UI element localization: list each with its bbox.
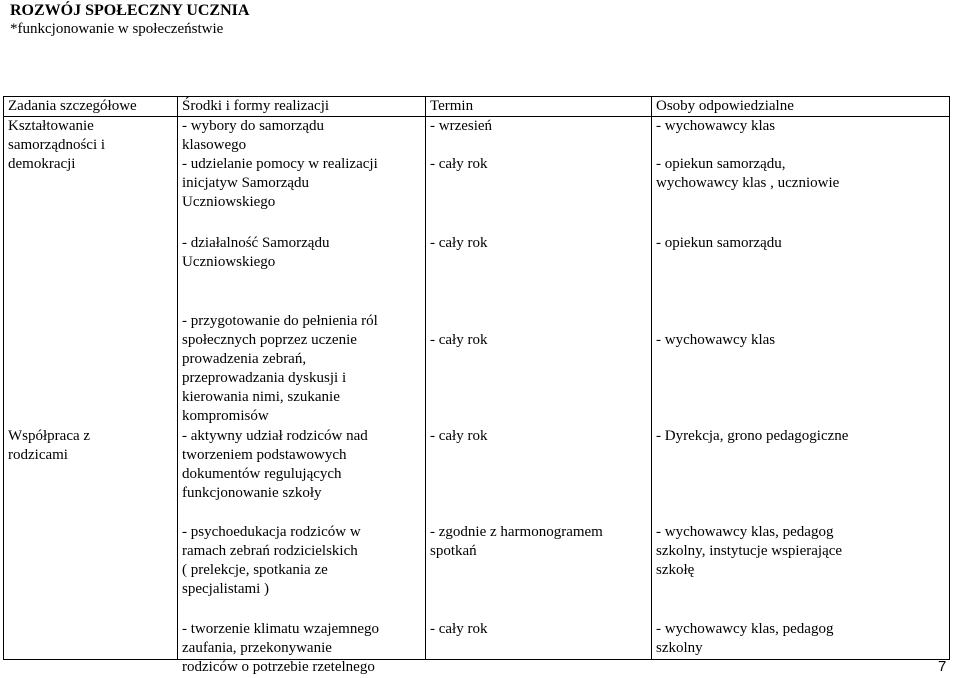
text-line: - opiekun samorządu, [656,156,786,172]
text-line: Uczniowskiego [182,194,276,210]
page-number: 7 [938,658,947,675]
text-line: Uczniowskiego [182,254,276,270]
list-item [182,620,379,677]
text-line: dokumentów regulujących [182,466,342,482]
text-line: samorządności i [8,137,106,153]
header-responsible: Osoby odpowiedzialne [652,97,950,117]
list-item [656,523,842,580]
text-line: - wrzesień [430,118,493,134]
text-line: szkołę [656,562,695,578]
header-tasks: Zadania szczegółowe [4,97,178,117]
header-term: Termin [426,97,652,117]
list-item [182,427,368,503]
list-item [656,620,833,658]
text-line: kierowania nimi, szukanie [182,389,340,405]
text-line: - cały rok [430,235,488,251]
text-line: szkolny, instytucje wspierające [656,543,843,559]
text-line: - wychowawcy klas, pedagog [656,524,834,540]
list-item [430,331,487,350]
text-line: - tworzenie klimatu wzajemnego [182,621,380,637]
list-item [656,427,848,446]
list-item [430,523,603,561]
text-line: Kształtowanie [8,118,94,134]
text-line: ( prelekcje, spotkania ze [182,562,328,578]
tasks-column [4,117,178,660]
list-item [656,117,775,136]
list-item [656,234,782,253]
text-line: specjalistami ) [182,581,270,597]
list-item [430,117,492,136]
text-line: - zgodnie z harmonogramem [430,524,603,540]
plan-table [3,96,950,675]
text-line: przeprowadzania dyskusji i [182,370,347,386]
list-item [182,312,378,426]
list-item [656,331,775,350]
text-line: - wychowawcy klas, pedagog [656,621,834,637]
list-item [430,620,487,639]
page-title: ROZWÓJ SPOŁECZNY UCZNIA [10,2,250,19]
text-line: klasowego [182,137,247,153]
text-line: społecznych poprzez uczenie [182,332,357,348]
text-line: - wychowawcy klas [656,332,776,348]
text-line: - opiekun samorządu [656,235,782,251]
text-line: funkcjonowanie szkoły [182,485,322,501]
list-item [430,155,487,174]
text-line: - cały rok [430,156,488,172]
text-line: - przygotowanie do pełnienia ról [182,313,378,329]
text-line: Współpraca z [8,428,91,444]
text-line: - wychowawcy klas [656,118,776,134]
text-line: spotkań [430,543,477,559]
text-line: tworzeniem podstawowych [182,447,347,463]
text-line: - psychoedukacja rodziców w [182,524,361,540]
text-line: - wybory do samorządu [182,118,325,134]
text-line: szkolny [656,640,703,656]
list-item [430,427,487,446]
table-body-row [4,117,950,660]
list-item [656,155,839,193]
text-line: - działalność Samorządu [182,235,330,251]
list-item [182,234,329,272]
text-line: demokracji [8,156,76,172]
list-item [182,117,324,155]
page-subtitle: *funkcjonowanie w społeczeństwie [10,21,224,37]
list-item [182,523,361,599]
table-header-row [4,97,950,117]
text-line: wychowawcy klas , uczniowie [656,175,840,191]
task-parents [8,427,90,465]
text-line: kompromisów [182,408,269,424]
text-line: inicjatyw Samorządu [182,175,310,191]
text-line: - cały rok [430,428,488,444]
text-line: - udzielanie pomocy w realizacji [182,156,378,172]
term-column [426,117,652,660]
text-line: prowadzenia zebrań, [182,351,307,367]
text-line: rodzicami [8,447,68,463]
text-line: - cały rok [430,621,488,637]
list-item [430,234,487,253]
task-democracy [8,117,105,174]
text-line: - aktywny udział rodziców nad [182,428,368,444]
text-line: - Dyrekcja, grono pedagogiczne [656,428,849,444]
list-item [182,155,378,212]
header-means: Środki i formy realizacji [178,97,426,117]
text-line: ramach zebrań rodzicielskich [182,543,358,559]
means-column [178,117,426,675]
text-line: zaufania, przekonywanie [182,640,332,656]
responsible-column [652,117,950,660]
text-line: - cały rok [430,332,488,348]
text-line: rodziców o potrzebie rzetelnego [182,659,375,675]
